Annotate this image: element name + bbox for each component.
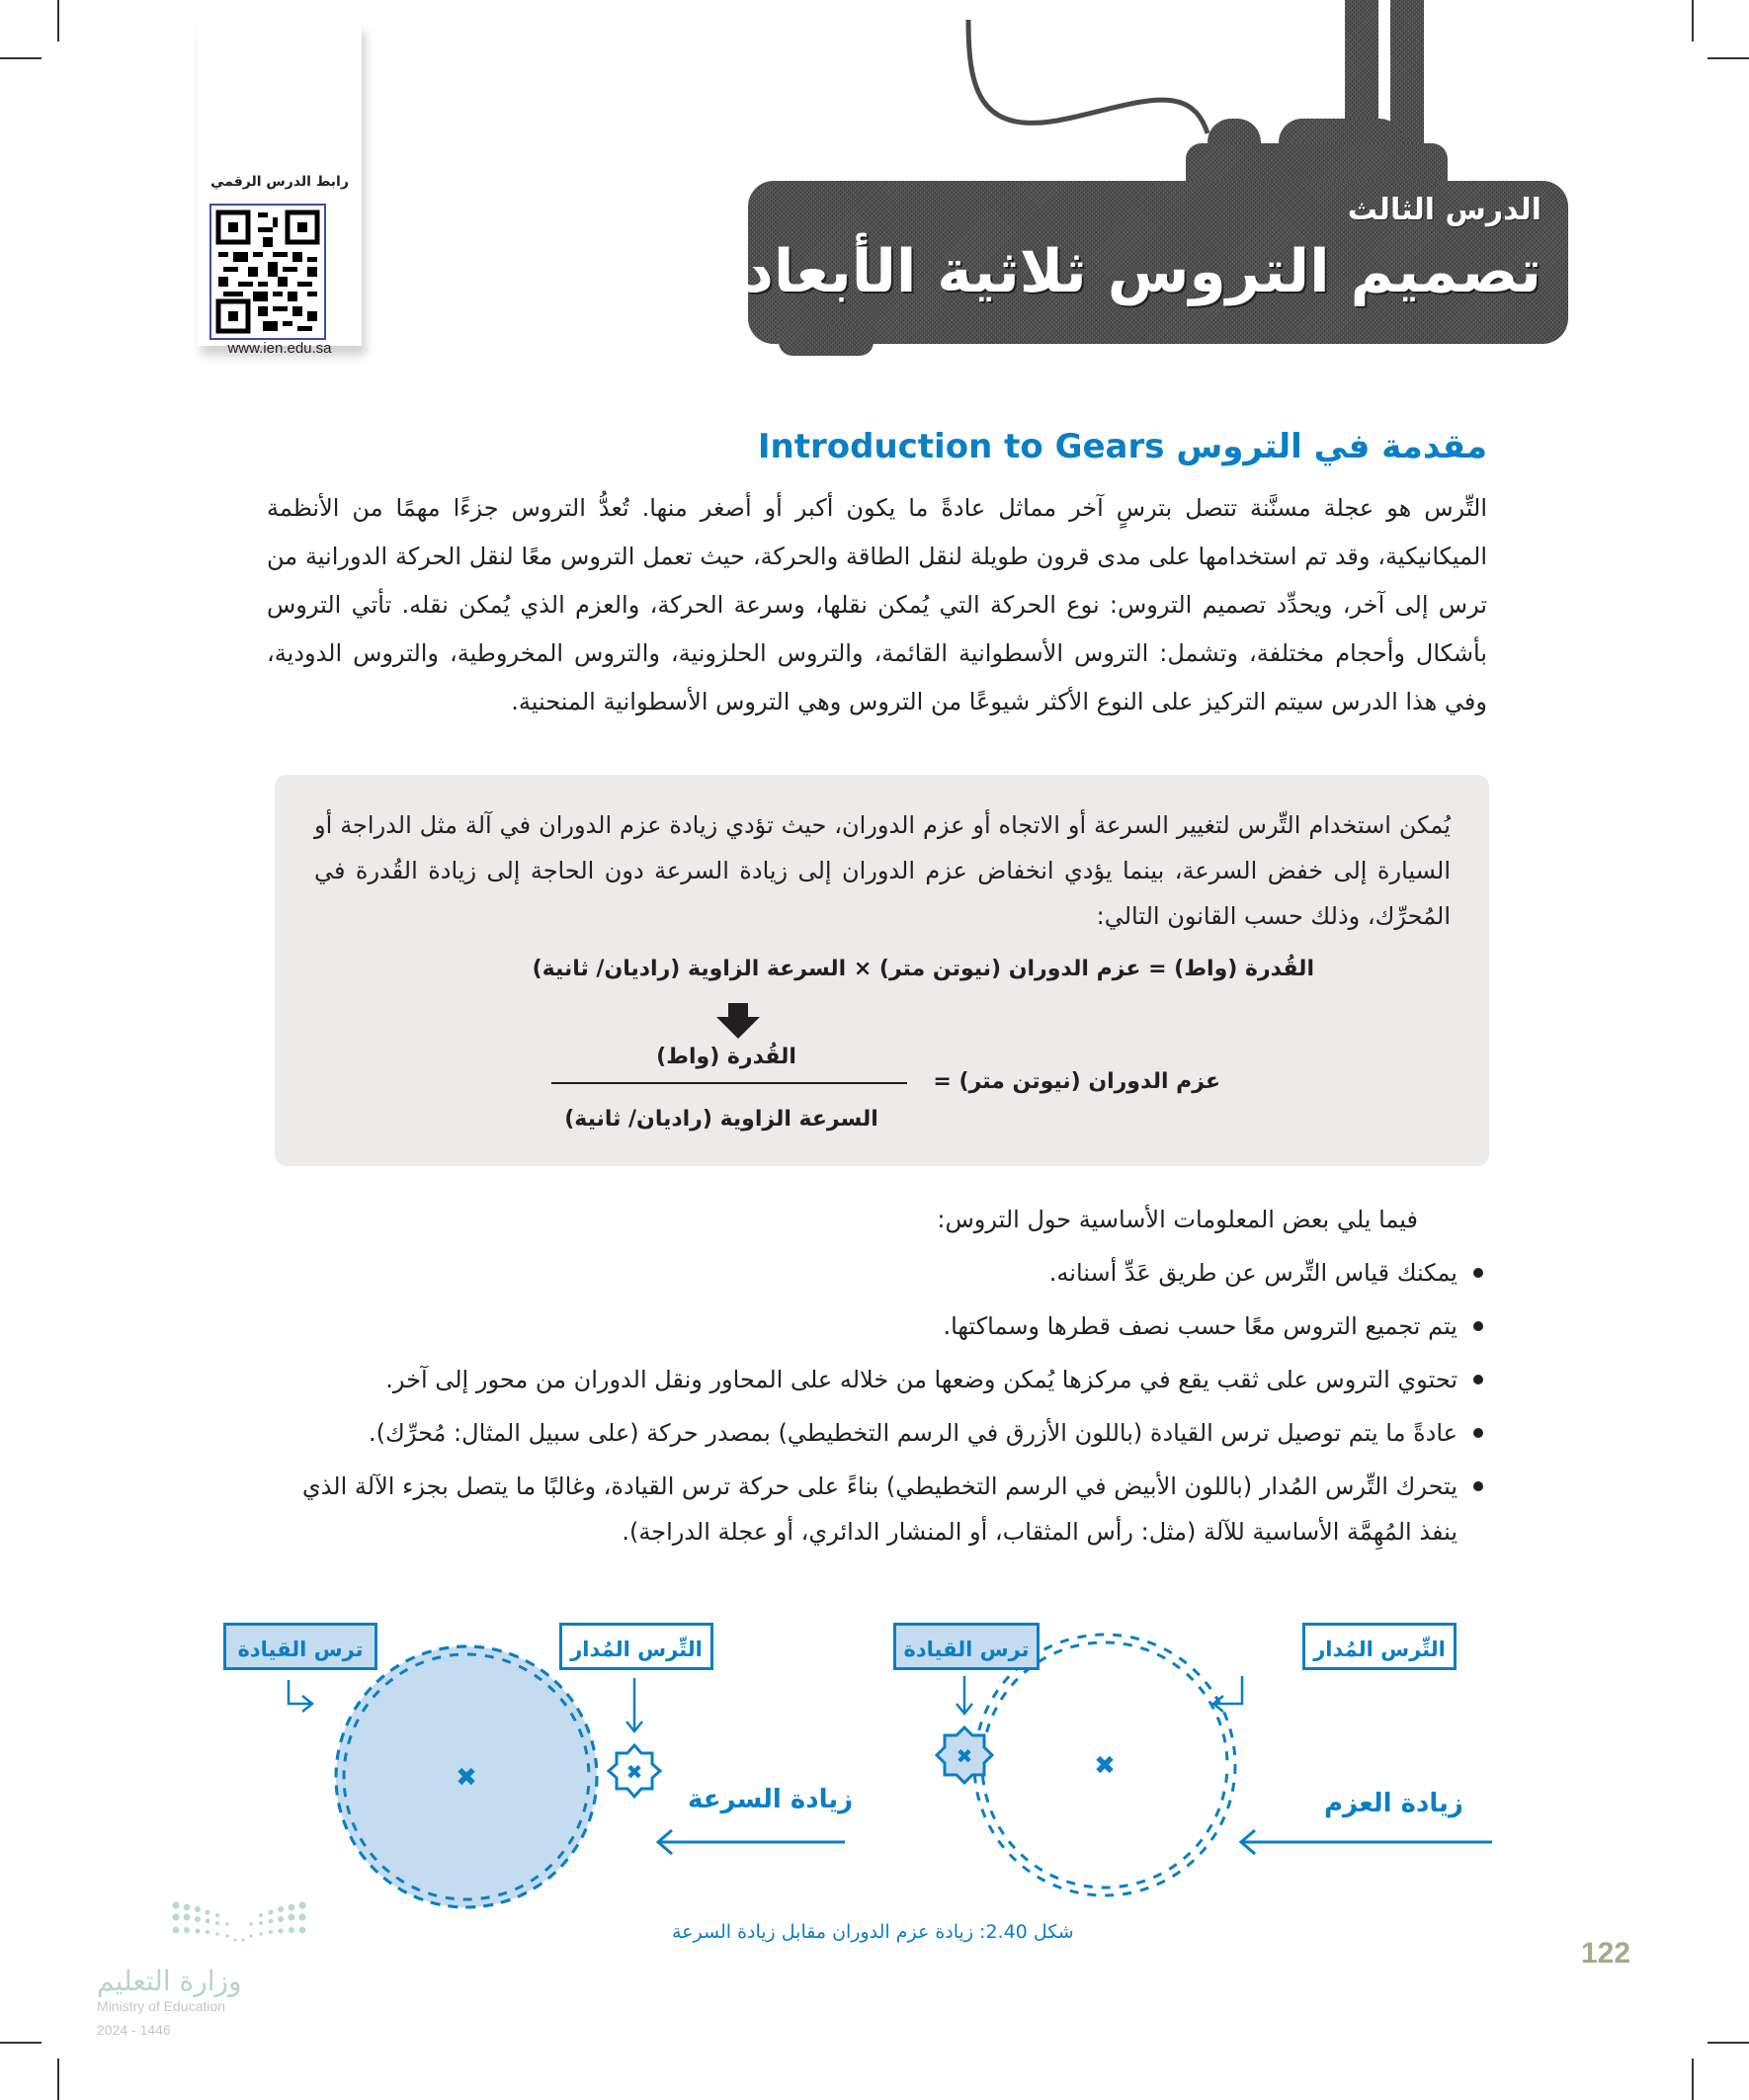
list-item: عادةً ما يتم توصيل ترس القيادة (باللون الأزرق في الرسم التخطيطي) بمصدر حركة (على سبيل المثال: مُحرِّك). <box>267 1410 1487 1456</box>
driven-gear-label: التِّرس المُدار <box>559 1623 713 1670</box>
torque-formula-numerator: القُدرة (واط) <box>656 1045 796 1069</box>
crop-mark <box>1707 2042 1749 2044</box>
ministry-name-en: Ministry of Education <box>97 1998 225 2014</box>
crop-mark <box>57 2058 59 2100</box>
driven-gear-label: التِّرس المُدار <box>1302 1623 1457 1670</box>
facts-intro: فيما يلي بعض المعلومات الأساسية حول التروس: <box>937 1206 1418 1233</box>
crop-mark <box>1692 2058 1694 2100</box>
crop-mark <box>0 57 42 59</box>
qr-code[interactable] <box>209 204 326 340</box>
lesson-number: الدرس الثالث <box>1347 193 1541 227</box>
title-graphic-cable-icon <box>939 0 1235 158</box>
driver-gear-label: ترس القيادة <box>893 1623 1040 1670</box>
list-item: يتحرك التِّرس المُدار (باللون الأبيض في الرسم التخطيطي) بناءً على حركة ترس القيادة، وغالبًا ما يتصل بجزء الآلة الذي ينفذ المُهِمَّة الأساسية للآلة (مثل: رأس المثقاب، أو المنشار الدائري، أو عجلة الدراجة). <box>267 1464 1487 1554</box>
crop-mark <box>1707 57 1749 59</box>
svg-text:✖: ✖ <box>1094 1751 1116 1781</box>
increase-torque-label: زيادة العزم <box>1324 1789 1463 1818</box>
intro-paragraph: التِّرس هو عجلة مسنَّنة تتصل بترسٍ آخر مماثل عادةً ما يكون أكبر أو أصغر منها. تُعدُّ التروس جزءًا مهمًا من الأنظمة الميكانيكية، وقد تم استخدامها على مدى قرون طويلة لنقل الطاقة والحركة، حيث تعمل التروس معًا لنقل الحركة الدورانية من ترس إلى آخر، ويحدِّد تصميم التروس: نوع الحركة التي يُمكن نقلها، وسرعة الحركة، والعزم الذي يُمكن نقله. تأتي التروس بأشكال وأحجام مختلفة، وتشمل: التروس الأسطوانية القائمة، والتروس الحلزونية، والتروس المخروطية، والتروس الدودية، وفي هذا الدرس سيتم التركيز على النوع الأكثر شيوعًا من التروس وهي التروس الأسطوانية المنحنية. <box>267 494 1487 715</box>
arrow-down-icon <box>716 1003 760 1039</box>
facts-list <box>267 1250 1487 1562</box>
torque-formula-denominator: السرعة الزاوية (راديان/ ثانية) <box>564 1107 878 1132</box>
ministry-logo-icon <box>170 1899 308 1951</box>
list-item: يتم تجميع التروس معًا حسب نصف قطرها وسماكتها. <box>267 1303 1487 1349</box>
qr-label: رابط الدرس الرقمي <box>210 174 349 190</box>
info-box-text: يُمكن استخدام التِّرس لتغيير السرعة أو الاتجاه أو عزم الدوران، حيث تؤدي زيادة عزم الدوران في آلة مثل الدراجة أو السيارة إلى خفض السرعة، بينما يؤدي انخفاض عزم الدوران إلى زيادة السرعة دون الحاجة إلى زيادة القُدرة في المُحرِّك، وذلك حسب القانون التالي: <box>314 811 1451 930</box>
page-number: 122 <box>1581 1937 1631 1970</box>
svg-text:✖: ✖ <box>956 1744 973 1768</box>
crop-mark <box>1692 0 1694 42</box>
qr-code-icon <box>213 208 322 336</box>
list-item: يمكنك قياس التِّرس عن طريق عَدِّ أسنانه. <box>267 1250 1487 1296</box>
qr-url[interactable]: www.ien.edu.sa <box>227 340 332 357</box>
diagram-torque <box>879 1601 1512 1917</box>
driver-gear-label: ترس القيادة <box>223 1623 377 1670</box>
edition-year: 2024 - 1446 <box>97 2022 171 2038</box>
section-heading-en: Introduction to Gears <box>757 427 1165 466</box>
section-heading <box>758 427 1487 466</box>
digital-lesson-card[interactable] <box>198 22 362 357</box>
lesson-title: تصميم التروس ثلاثية الأبعاد <box>743 237 1541 306</box>
title-graphic-tab <box>779 326 874 356</box>
torque-formula-lhs: عزم الدوران (نيوتن متر) = <box>933 1069 1220 1094</box>
fraction-line <box>551 1082 907 1084</box>
svg-text:✖: ✖ <box>456 1763 477 1793</box>
svg-text:✖: ✖ <box>625 1760 643 1784</box>
figure-caption: شكل 2.40: زيادة عزم الدوران مقابل زيادة السرعة <box>672 1921 1074 1943</box>
list-item: تحتوي التروس على ثقب يقع في مركزها يُمكن وضعها من خلاله على المحاور ونقل الدوران من محور إلى آخر. <box>267 1357 1487 1402</box>
increase-speed-label: زيادة السرعة <box>688 1785 854 1814</box>
power-formula: القُدرة (واط) = عزم الدوران (نيوتن متر) × السرعة الزاوية (راديان/ ثانية) <box>532 957 1314 981</box>
section-heading-ar: مقدمة في التروس <box>1176 427 1487 466</box>
crop-mark <box>0 2042 42 2044</box>
crop-mark <box>57 0 59 42</box>
diagram-speed <box>208 1601 879 1917</box>
ministry-name-ar: وزارة التعليم <box>97 1965 242 1997</box>
